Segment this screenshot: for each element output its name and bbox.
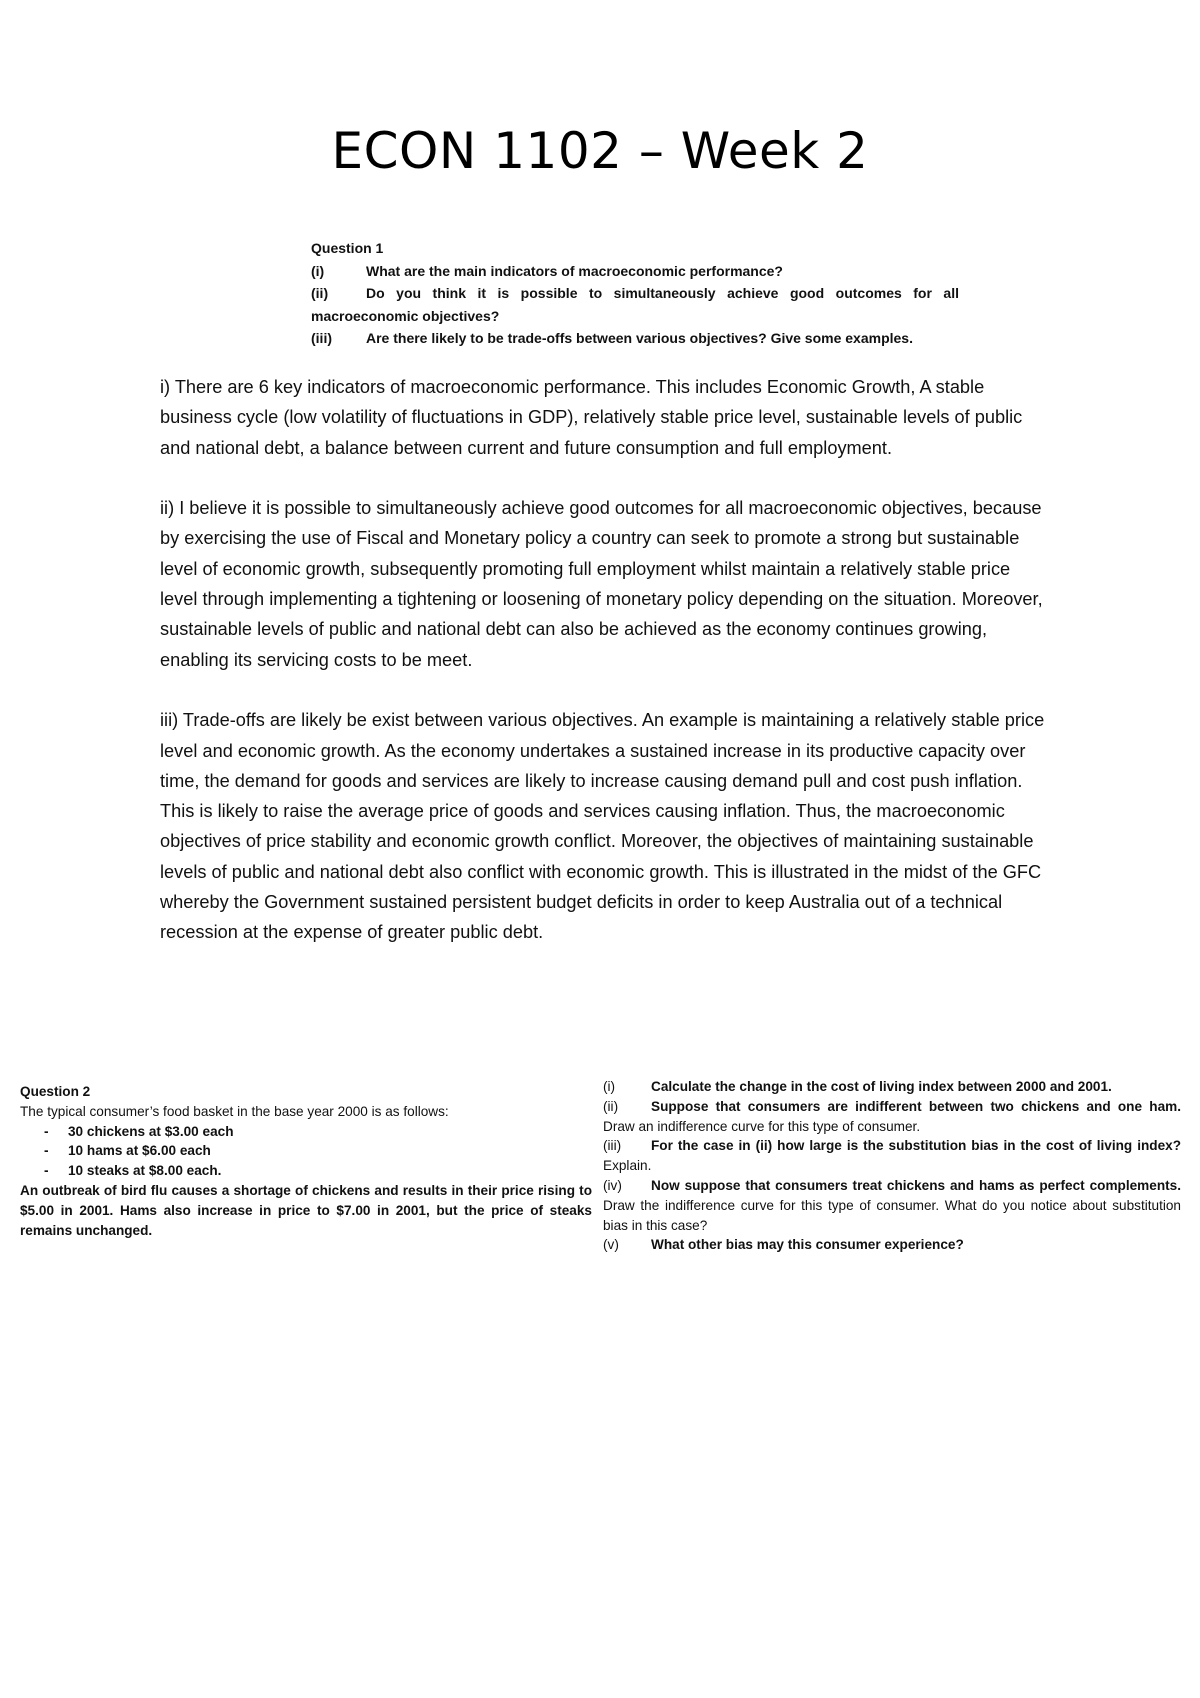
item-text: Do you think it is possible to simultaneously achieve good outcomes for all macroeconomic objectives? — [311, 285, 959, 324]
item-text: Explain. — [603, 1158, 652, 1174]
question-2-paragraph: An outbreak of bird flu causes a shortage of chickens and results in their price rising to $5.00 in 2001. Hams also increase in price to $7.00 in 2001, but the price of steaks remains unchanged. — [20, 1182, 592, 1238]
list-item-text: 30 chickens at $3.00 each — [68, 1123, 234, 1139]
item-text-bold: Calculate the change in the cost of living index between 2000 and 2001. — [651, 1079, 1112, 1094]
question-2-heading: Question 2 — [20, 1084, 91, 1099]
item-number: (ii) — [603, 1098, 619, 1114]
list-item-text: 10 steaks at $8.00 each. — [68, 1163, 222, 1179]
question-2-item — [603, 1235, 1181, 1255]
item-text-bold: Now suppose that consumers treat chickens and hams as perfect complements. — [651, 1177, 1181, 1193]
answer-ii: ii) I believe it is possible to simultaneously achieve good outcomes for all macroeconomic objectives, because by exercising the use of Fiscal and Monetary policy a country can seek to promote a strong but sustainable level of economic growth, subsequently promoting full employment whilst maintain a relatively stable price level through implementing a tightening or loosening of monetary policy depending on the situation. Moreover, sustainable levels of public and national debt can also be achieved as the economy continues growing, enabling its servicing costs to be meet. — [160, 498, 1043, 670]
list-item — [20, 1161, 592, 1181]
item-text-bold: For the case in (ii) how large is the substitution bias in the cost of living index? — [651, 1138, 1181, 1154]
question-1-item — [311, 282, 959, 327]
question-1 — [311, 237, 959, 350]
item-number: (iv) — [603, 1177, 622, 1193]
item-number: (iii) — [603, 1138, 622, 1154]
item-number: (v) — [603, 1237, 619, 1253]
question-2-item — [603, 1136, 1181, 1176]
item-text-bold: What other bias may this consumer experience? — [651, 1237, 964, 1253]
item-text: What are the main indicators of macroeconomic performance? — [366, 262, 783, 279]
question-2-intro: The typical consumer’s food basket in the base year 2000 is as follows: — [20, 1103, 449, 1119]
item-text: Are there likely to be trade-offs between various objectives? Give some examples. — [366, 330, 913, 346]
dash-bullet: - — [44, 1143, 49, 1159]
question-1-answers — [160, 372, 1052, 978]
item-number: (iii) — [311, 330, 332, 346]
answer-i: i) There are 6 key indicators of macroeconomic performance. This includes Economic Growth, A stable business cycle (low volatility of fluctuations in GDP), relatively stable price level, sustainable levels of public and national debt, a balance between current and future consumption and full employment. — [160, 377, 1023, 458]
question-1-heading: Question 1 — [311, 240, 384, 256]
dash-bullet: - — [44, 1163, 49, 1179]
list-item — [20, 1141, 592, 1161]
page-title: ECON 1102 – Week 2 — [331, 122, 869, 180]
question-2-item — [603, 1176, 1181, 1235]
item-number: (i) — [603, 1079, 616, 1094]
question-2-parts — [603, 1077, 1181, 1255]
question-1-item — [311, 260, 959, 283]
item-text: Draw the indifference curve for this type of consumer. What do you notice about substitution bias in this case? — [603, 1197, 1181, 1233]
answer-iii: iii) Trade-offs are likely be exist between various objectives. An example is maintaining a relatively stable price level and economic growth. As the economy undertakes a sustained increase in its productive capacity over time, the demand for goods and services are likely to increase causing demand pull and cost push inflation. This is likely to raise the average price of goods and services causing inflation. Thus, the macroeconomic objectives of price stability and economic growth conflict. Moreover, the objectives of maintaining sustainable levels of public and national debt also conflict with economic growth. This is illustrated in the midst of the GFC whereby the Government sustained persistent budget deficits in order to keep Australia out of a technical recession at the expense of greater public debt. — [160, 710, 1045, 943]
question-1-item — [311, 327, 959, 350]
list-item-text: 10 hams at $6.00 each — [68, 1143, 211, 1159]
item-text-bold: Suppose that consumers are indifferent between two chickens and one ham. — [651, 1098, 1181, 1114]
item-number: (ii) — [311, 285, 329, 301]
item-text: Draw an indifference curve for this type of consumer. — [603, 1118, 921, 1134]
dash-bullet: - — [44, 1123, 49, 1139]
list-item — [20, 1122, 592, 1142]
food-basket-list — [20, 1122, 592, 1181]
question-2-item — [603, 1077, 1181, 1097]
question-2-scenario — [20, 1082, 592, 1240]
question-2-item — [603, 1097, 1181, 1137]
item-number: (i) — [311, 262, 325, 279]
